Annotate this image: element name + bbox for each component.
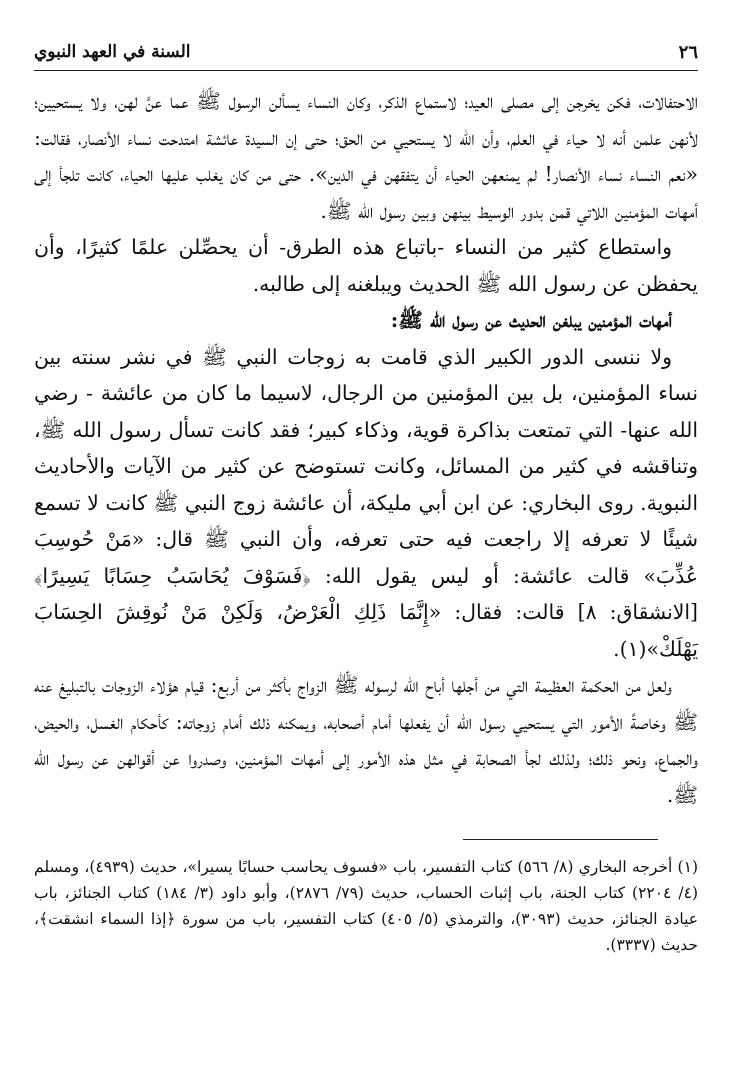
paragraph-3: ولا ننسى الدور الكبير الذي قامت به زوجات النبي ﷺ في نشر سنته بين نساء المؤمنين، بل بين المؤمنين من الرجال، لاسيما ما كان من عائشة - رضي الله عنها- التي تمتعت بذاكرة قوية، وذكاء كبير؛ فقد كانت تسأل رسول الله ﷺ، وتناقشه في كثير من المسائل، وكانت تستوضح عن كثير من الآيات والأحاديث النبوية. روى البخاري: عن ابن أبي مليكة، أن عائشة زوج النبي ﷺ كانت لا تسمع شيئًا لا تعرفه إلا راجعت فيه حتى تعرفه، وأن النبي ﷺ قال: «مَنْ حُوسِبَ عُذِّبَ» قالت عائشة: أو ليس يقول الله: ﴿فَسَوْفَ يُحَاسَبُ حِسَابًا يَسِيرًا﴾ [الانشقاق: ٨] قالت: فقال: «إِنَّمَا ذَلِكِ الْعَرْضُ، وَلَكِنْ مَنْ نُوقِشَ الحِسَابَ يَهْلَكْ»(١). xyxy=(34,344,698,661)
main-text xyxy=(34,83,698,813)
footnote-divider xyxy=(463,839,658,840)
page-number: ٢٦ xyxy=(678,42,698,63)
paragraph-1: الاحتفالات، فكن يخرجن إلى مصلى العيد؛ لاستماع الذكر، وكان النساء يسألن الرسول ﷺ عما عنَّ لهن، ولا يستحيين؛ لأنهن علمن أنه لا حياء في العلم، وأن الله لا يستحيي من الحق؛ حتى إن السيدة عائشة امتدحت نساء الأنصار، فقالت: «نعم النساء نساء الأنصار! لم يمنعهن الحياء أن يتفقهن في الدين». حتى من كان يغلب عليها الحياء، كانت تلجأ إلى أمهات المؤمنين اللاتي قمن بدور الوسيط بينهن وبين رسول الله ﷺ. xyxy=(34,89,699,223)
section-heading: أمهات المؤمنين يبلغن الحديث عن رسول الله ﷺ: xyxy=(390,308,672,332)
page-header xyxy=(34,40,698,71)
running-title: السنة في العهد النبوي xyxy=(34,42,191,62)
footnote: (١) أخرجه البخاري (٨/ ٥٦٦) كتاب التفسير، باب «فسوف يحاسب حسابًا يسيرا»، حديث (٤٩٣٩)، ومسلم (٤/ ٢٢٠٤) كتاب الجنة، باب إثبات الحساب، حديث (٧٩/ ٢٨٧٦)، وأبو داود (٣/ ١٨٤) كتاب الجنائز، باب عيادة الجنائز، حديث (٣٠٩٣)، والترمذي (٥/ ٤٠٥) كتاب التفسير، باب من سورة ﴿إذا السماء انشقت﴾، حديث (٣٣٣٧). xyxy=(34,858,699,954)
paragraph-2: واستطاع كثير من النساء -باتباع هذه الطرق- أن يحصِّلن علمًا كثيرًا، وأن يحفظن عن رسول الله ﷺ الحديث ويبلغنه إلى طالبه. xyxy=(34,235,698,296)
paragraph-4: ولعل من الحكمة العظيمة التي من أجلها أباح الله لرسوله ﷺ الزواج بأكثر من أربع: قيام هؤلاء الزوجات بالتبليغ عنه ﷺ وخاصةً الأمور التي يستحيي رسول الله أن يفعلها أمام أصحابه، ويمكنه ذلك أمام زوجاته: كأحكام الغسل، والحيض، والجماع، ونحو ذلك؛ ولذلك لجأ الصحابة في مثل هذه الأمور إلى أمهات المؤمنين، وصدروا عن أقوالهن عن رسول الله ﷺ. xyxy=(34,673,698,807)
